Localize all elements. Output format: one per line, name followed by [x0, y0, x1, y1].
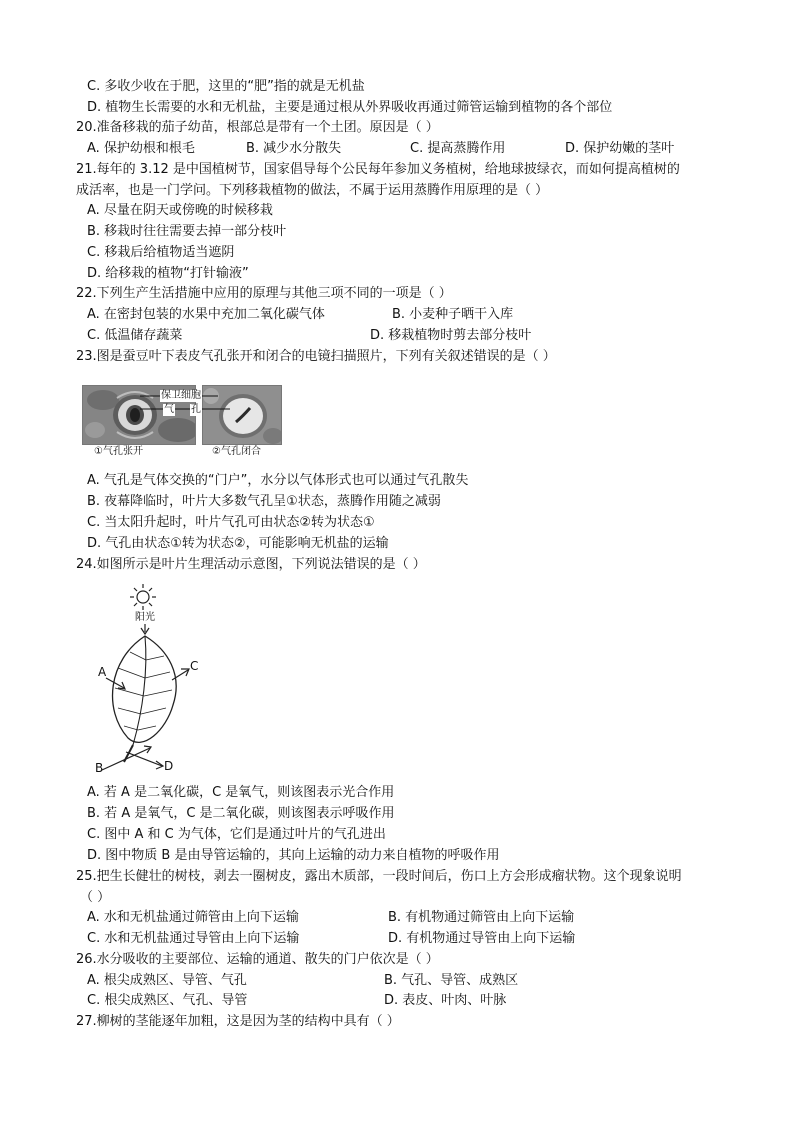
sun-label: 阳光 — [135, 612, 155, 623]
q25-stem-line1: 25.把生长健壮的树枝，剥去一圈树皮，露出木质部，一段时间后，伤口上方会形成瘤状物。这个现象说明 — [76, 869, 682, 884]
q20-option-a: A. 保护幼根和根毛 — [87, 141, 195, 156]
q25-option-a: A. 水和无机盐通过筛管由上向下运输 — [87, 910, 299, 925]
label-guard-cell: 保卫细胞 — [161, 390, 201, 401]
label-stoma-char1: 气 — [164, 404, 174, 415]
q25-option-c: C. 水和无机盐通过导管由上向下运输 — [87, 931, 300, 946]
q19-option-d: D. 植物生长需要的水和无机盐，主要是通过根从外界吸收再通过筛管运输到植物的各个部位 — [87, 100, 613, 115]
q22-option-a: A. 在密封包装的水果中充加二氧化碳气体 — [87, 307, 325, 322]
q23-option-d: D. 气孔由状态①转为状态②，可能影响无机盐的运输 — [87, 536, 389, 551]
q21-option-c: C. 移栽后给植物适当遮阴 — [87, 245, 235, 260]
arrow-label-b: B — [95, 761, 104, 775]
q25-option-d: D. 有机物通过导管由上向下运输 — [388, 931, 576, 946]
q21-stem-line1: 21.每年的 3.12 是中国植树节，国家倡导每个公民每年参加义务植树，给地球披绿衣，而如何提高植树的 — [76, 162, 680, 177]
q27-stem: 27.柳树的茎能逐年加粗，这是因为茎的结构中具有（ ） — [76, 1014, 400, 1029]
q21-option-b: B. 移栽时往往需要去掉一部分枝叶 — [87, 224, 287, 239]
q20-option-b: B. 减少水分散失 — [246, 141, 342, 156]
q23-stem: 23.图是蚕豆叶下表皮气孔张开和闭合的电镜扫描照片，下列有关叙述错误的是（ ） — [76, 349, 556, 364]
q24-stem: 24.如图所示是叶片生理活动示意图，下列说法错误的是（ ） — [76, 557, 426, 572]
q22-option-d: D. 移栽植物时剪去部分枝叶 — [370, 328, 532, 343]
q23-option-c: C. 当太阳升起时，叶片气孔可由状态②转为状态① — [87, 515, 375, 530]
arrow-label-c: C — [190, 659, 199, 673]
leaf-diagram — [88, 580, 218, 780]
caption-closed: ②气孔闭合 — [212, 446, 261, 457]
q21-option-d: D. 给移栽的植物“打针输液” — [87, 266, 249, 281]
q22-option-c: C. 低温储存蔬菜 — [87, 328, 183, 343]
q26-option-d: D. 表皮、叶肉、叶脉 — [384, 993, 507, 1008]
q20-stem: 20.准备移栽的茄子幼苗，根部总是带有一个土团。原因是（ ） — [76, 120, 439, 135]
q23-option-a: A. 气孔是气体交换的“门户”，水分以气体形式也可以通过气孔散失 — [87, 473, 469, 488]
q26-option-a: A. 根尖成熟区、导管、气孔 — [87, 973, 247, 988]
q25-stem-line2: （ ） — [80, 890, 111, 905]
q23-option-b: B. 夜幕降临时，叶片大多数气孔呈①状态，蒸腾作用随之减弱 — [87, 494, 441, 509]
label-stoma-char2: 孔 — [191, 404, 201, 415]
q24-option-c: C. 图中 A 和 C 为气体，它们是通过叶片的气孔进出 — [87, 827, 386, 842]
arrow-label-a: A — [98, 665, 107, 679]
q21-option-a: A. 尽量在阴天或傍晚的时候移栽 — [87, 203, 273, 218]
q26-stem: 26.水分吸收的主要部位、运输的通道、散失的门户依次是（ ） — [76, 952, 439, 967]
caption-open: ①气孔张开 — [94, 446, 143, 457]
q20-option-c: C. 提高蒸腾作用 — [410, 141, 506, 156]
q22-option-b: B. 小麦种子晒干入库 — [392, 307, 514, 322]
q22-stem: 22.下列生产生活措施中应用的原理与其他三项不同的一项是（ ） — [76, 286, 452, 301]
q25-option-b: B. 有机物通过筛管由上向下运输 — [388, 910, 575, 925]
q24-option-b: B. 若 A 是氧气，C 是二氧化碳，则该图表示呼吸作用 — [87, 806, 395, 821]
q19-option-c: C. 多收少收在于肥，这里的“肥”指的就是无机盐 — [87, 79, 365, 94]
q21-stem-line2: 成活率，也是一门学问。下列移栽植物的做法，不属于运用蒸腾作用原理的是（ ） — [76, 183, 549, 198]
q26-option-b: B. 气孔、导管、成熟区 — [384, 973, 519, 988]
q24-option-d: D. 图中物质 B 是由导管运输的，其向上运输的动力来自植物的呼吸作用 — [87, 848, 500, 863]
sun-icon — [130, 584, 156, 610]
arrow-label-d: D — [164, 759, 174, 773]
q20-option-d: D. 保护幼嫩的茎叶 — [565, 141, 675, 156]
q24-option-a: A. 若 A 是二氧化碳，C 是氧气，则该图表示光合作用 — [87, 785, 395, 800]
q26-option-c: C. 根尖成熟区、气孔、导管 — [87, 993, 248, 1008]
